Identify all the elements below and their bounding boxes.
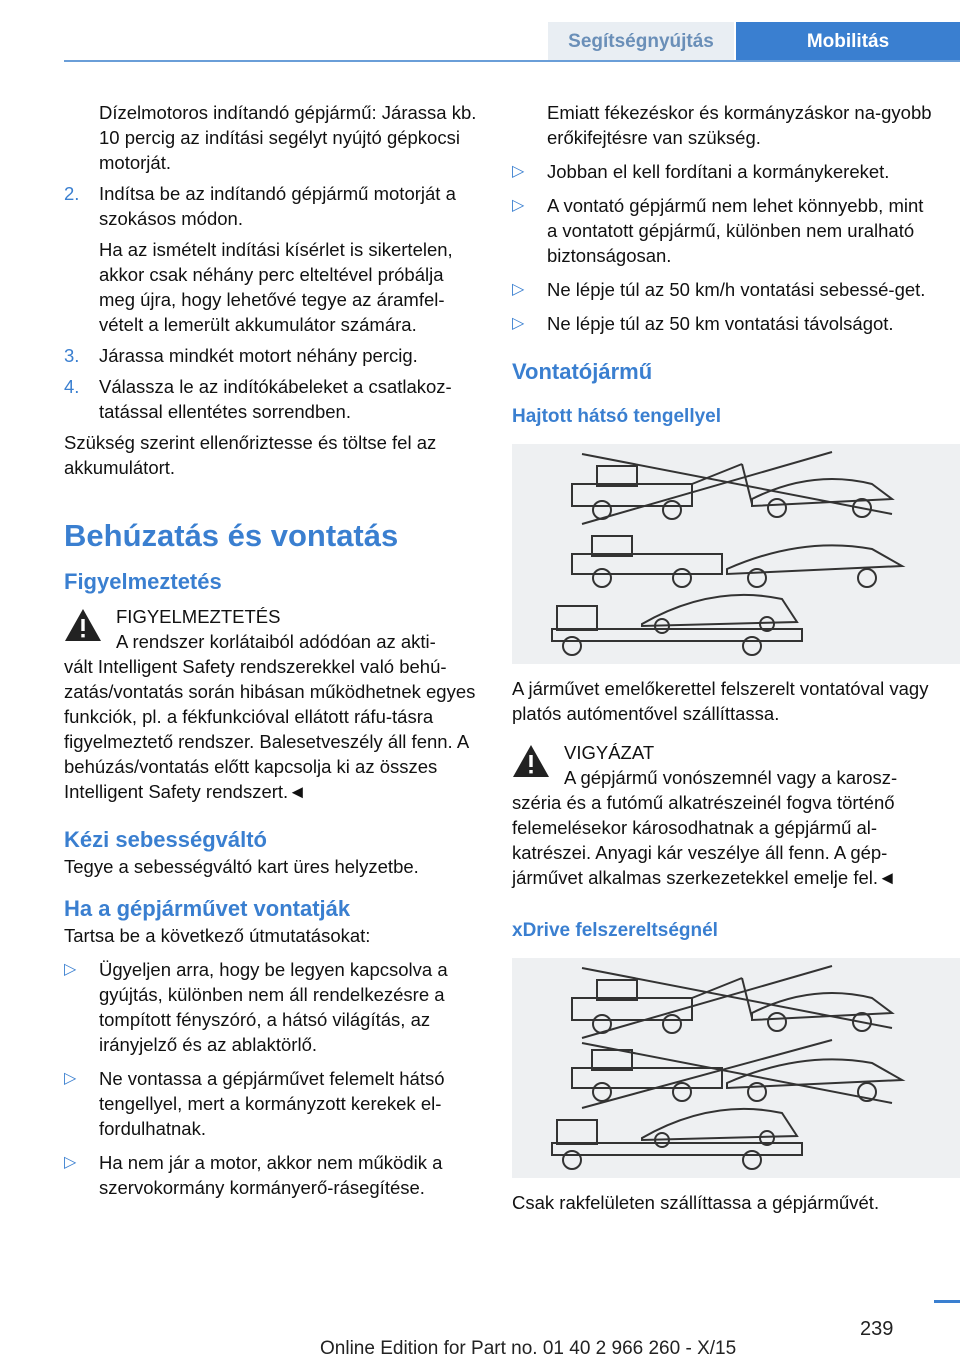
header-rule: [64, 60, 960, 62]
tow-vehicle-heading: Vontatójármű: [512, 359, 653, 384]
step-2-note: Ha az ismételt indítási kísérlet is sikertelen, akkor csak néhány perc elteltével próbálja meg újra, hogy lehetővé tegye az áramfel-vételt a lemerült akkumulátor számára.: [99, 239, 453, 335]
after-steps-text: Szükség szerint ellenőriztesse és töltse fel az akkumulátort.: [64, 432, 437, 478]
bullet-triangle-icon: ▷: [64, 1070, 77, 1087]
bullet-text: Ügyeljen arra, hogy be legyen kapcsolva a gyújtás, különben nem áll rendelkezésre a tompított fényszóró, a hátsó világítás, az irányjelző és az ablaktörlő.: [99, 959, 448, 1055]
bullet-item: [512, 277, 932, 302]
step-number: 4.: [64, 376, 80, 397]
step-text: Válassza le az indítókábeleket a csatlakoz-tatással ellentétes sorrendben.: [99, 376, 452, 422]
tab-mobility[interactable]: Mobilitás: [736, 22, 960, 60]
bullet-text: Ne lépje túl az 50 km/h vontatási sebessé-get.: [547, 279, 926, 300]
bullet-text: A vontató gépjármű nem lehet könnyebb, mint a vontatott gépjármű, különben nem uralható biztonságosan.: [547, 195, 924, 266]
warning-triangle-icon: [64, 608, 102, 642]
bullet-text: Ne lépje túl az 50 km vontatási távolságot.: [547, 313, 894, 334]
step-text: Járassa mindkét motort néhány percig.: [99, 345, 418, 366]
caution-label: VIGYÁZAT: [564, 742, 655, 763]
bullet-item: [64, 957, 484, 1057]
step-number: 2.: [64, 183, 80, 204]
step-3: [64, 343, 484, 368]
step-number: 3.: [64, 345, 80, 366]
bullet-triangle-icon: ▷: [64, 961, 77, 978]
step-text: Indítsa be az indítandó gépjármű motorját a szokásos módon.: [99, 183, 456, 229]
section-title: Behúzatás és vontatás: [64, 518, 399, 553]
xdrive-heading: xDrive felszereltségnél: [512, 920, 718, 941]
caution-text: széria és a futómű alkatrészeinél fogva történő felemelésekor károsodhatnak a gépjármű al-katrészei. Anyagi kár veszélye áll fenn. A gép-járművet alkalmas szerkezetekkel emelje fel.◄: [512, 792, 897, 888]
caution-block: [512, 740, 932, 890]
tab-help[interactable]: Segítségnyújtás: [548, 22, 734, 60]
warning-label: FIGYELMEZTETÉS: [116, 606, 281, 627]
bullet-text: Ne vontassa a gépjárművet felemelt hátsó tengellyel, mert a kormányzott kerekek el-fordulhatnak.: [99, 1068, 445, 1139]
page-header: [0, 0, 960, 62]
bullet-triangle-icon: ▷: [512, 281, 525, 298]
continued-text: Emiatt fékezéskor és kormányzáskor na-gyobb erőkifejtésre van szükség.: [547, 102, 932, 148]
intro-text: Dízelmotoros indítandó gépjármű: Járassa kb. 10 percig az indítási segélyt nyújtó gépkocsi motorját.: [99, 102, 477, 173]
bullet-item: [512, 193, 932, 268]
gearbox-heading: Kézi sebességváltó: [64, 827, 267, 852]
edition-footer: Online Edition for Part no. 01 40 2 966 260 - X/15: [320, 1338, 737, 1359]
bullet-triangle-icon: ▷: [512, 163, 525, 180]
warning-triangle-icon: [512, 744, 550, 778]
footer-rule: [934, 1300, 960, 1303]
bullet-item: [64, 1066, 484, 1141]
bullet-text: Jobban el kell fordítani a kormánykereket.: [547, 161, 890, 182]
step-2: [64, 181, 484, 231]
warning-block: [64, 604, 484, 804]
bullet-item: [512, 159, 932, 184]
warning-text: vált Intelligent Safety rendszerekkel való behú-zatás/vontatás során hibásan működhetnek egyes funkciók, pl. a fékfunkcióval ellátott ráfu-tásra figyelmeztető rendszer. Balesetveszély áll fenn. A behúzás/vontatás előtt kapcsolja ki az összes Intelligent Safety rendszert.◄: [64, 656, 476, 802]
towed-intro: Tartsa be a következő útmutatásokat:: [64, 925, 371, 946]
bullet-item: [64, 1150, 484, 1200]
tow-trucks-drawing: [512, 958, 960, 1178]
step-4: [64, 374, 484, 424]
gearbox-text: Tegye a sebességváltó kart üres helyzetbe.: [64, 856, 419, 877]
warning-heading: Figyelmeztetés: [64, 569, 222, 594]
left-column: [64, 100, 484, 1200]
page-number: 239: [860, 1318, 894, 1340]
towed-heading: Ha a gépjárművet vontatják: [64, 896, 351, 921]
image1-caption: A járművet emelőkerettel felszerelt vontatóval vagy platós autómentővel szállíttassa.: [512, 678, 929, 724]
bullet-triangle-icon: ▷: [512, 315, 525, 332]
tow-trucks-drawing: [512, 444, 960, 664]
right-column: [512, 100, 932, 1215]
bullet-triangle-icon: ▷: [512, 197, 525, 214]
bullet-text: Ha nem jár a motor, akkor nem működik a szervokormány kormányerő-rásegítése.: [99, 1152, 443, 1198]
towing-illustration-rear-axle: [512, 444, 960, 664]
warning-first-line: A rendszer korlátaiból adódóan az akti-: [116, 631, 436, 652]
rear-axle-heading: Hajtott hátsó tengellyel: [512, 406, 722, 427]
bullet-item: [512, 311, 932, 336]
caution-first-line: A gépjármű vonószemnél vagy a karosz-: [564, 767, 898, 788]
towing-illustration-xdrive: [512, 958, 960, 1178]
bullet-triangle-icon: ▷: [64, 1154, 77, 1171]
image2-caption: Csak rakfelületen szállíttassa a gépjárművét.: [512, 1192, 880, 1213]
